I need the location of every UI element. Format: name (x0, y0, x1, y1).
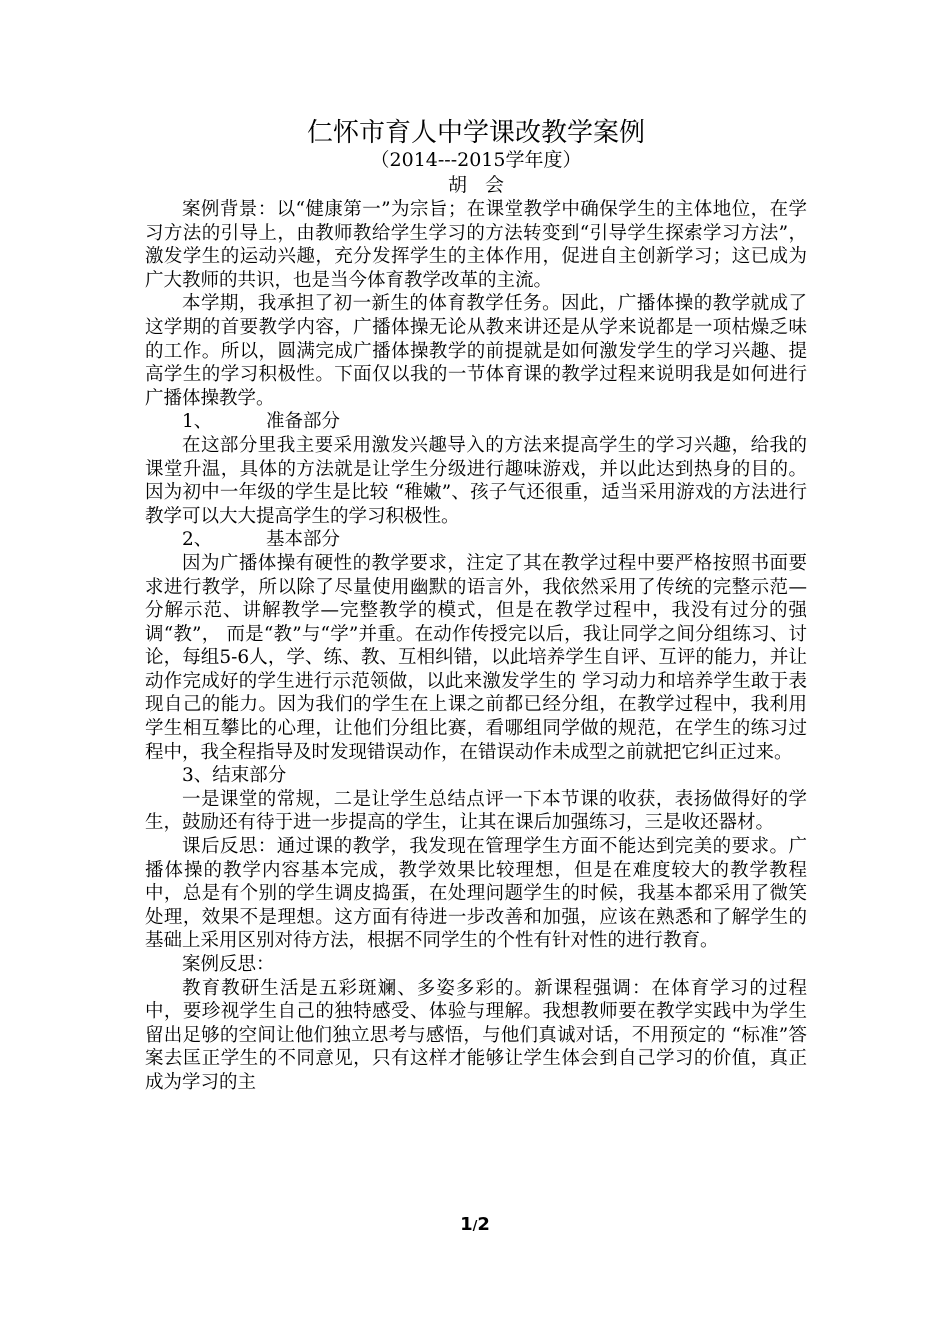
document-author: 胡会 (447, 174, 522, 196)
total-pages: 2 (477, 1214, 490, 1235)
section-heading-basic (145, 528, 807, 552)
paragraph-background: 案例背景：以“健康第一”为宗旨；在课堂教学中确保学生的主体地位，在学习方法的引导上，由教师教给学生学习的方法转变到“引导学生探索学习方法”，激发学生的运动兴趣，充分发挥学生的主体作用，促进自主创新学习；这已成为广大教师的共识，也是当今体育教学改革的主流。 (145, 199, 807, 291)
document-subtitle: （2014---2015学年度） (370, 149, 582, 171)
current-page: 1 (460, 1214, 473, 1235)
paragraph-ending: 一是课堂的常规，二是让学生总结点评一下本节课的收获，表扬做得好的学生，鼓励还有待于进一步提高的学生，让其在课后加强练习，三是收还器材。 (145, 788, 807, 834)
page-number (0, 1213, 950, 1239)
section-title: 基本部分 (266, 529, 341, 551)
paragraph-case-reflection: 教育教研生活是五彩斑斓、多姿多彩的。新课程强调：在体育学习的过程中，要珍视学生自己的独特感受、体验与理解。我想教师要在教学实践中为学生留出足够的空间让他们独立思考与感悟，与他们真诚对话，不用预定的 “标准”答案去匡正学生的不同意见，只有这样才能够让学生体会到自己学习的价值，真正成为学习的主 (145, 977, 807, 1093)
section-heading-preparation (145, 410, 807, 434)
page-separator: / (472, 1219, 478, 1234)
paragraph-preparation: 在这部分里我主要采用激发兴趣导入的方法来提高学生的学习兴趣，给我的课堂升温，具体的方法就是让学生分级进行趣味游戏，并以此达到热身的目的。因为初中一年级的学生是比较 “稚嫩”、孩子气还很重，适当采用游戏的方法进行教学可以大大提高学生的学习积极性。 (145, 434, 807, 527)
section-heading-ending: 3、结束部分 (182, 765, 287, 787)
document-title: 仁怀市育人中学课改教学案例 (306, 118, 645, 148)
paragraph-basic: 因为广播体操有硬性的教学要求，注定了其在教学过程中要严格按照书面要求进行教学，所以除了尽量使用幽默的语言外，我依然采用了传统的完整示范—分解示范、讲解教学—完整教学的模式，但是在教学过程中，我没有过分的强调“教”， 而是“教”与“学”并重。在动作传授完以后，我让同学之间分组练习、讨论，每组5-6人，学、练、教、互相纠错，以此培养学生自评、互评的能力，并让动作完成好的学生进行示范领做，以此来激发学生的 学习动力和培养学生敢于表现自己的能力。因为我们的学生在上课之前都已经分组，在教学过程中，我利用学生相互攀比的心理，让他们分组比赛，看哪组同学做的规范，在学生的练习过程中，我全程指导及时发现错误动作，在错误动作未成型之前就把它纠正过来。 (145, 552, 807, 763)
paragraph-semester: 本学期，我承担了初一新生的体育教学任务。因此，广播体操的教学就成了这学期的首要教学内容，广播体操无论从教来讲还是从学来说都是一项枯燥乏味的工作。所以，圆满完成广播体操教学的前提就是如何激发学生的学习兴趣、提高学生的学习积极性。下面仅以我的一节体育课的教学过程来说明我是如何进行广播体操教学。 (145, 293, 807, 409)
paragraph-case-reflection-label: 案例反思： (182, 954, 275, 975)
section-number: 2、 (182, 529, 213, 551)
section-title: 准备部分 (266, 411, 341, 433)
paragraph-after-class-reflection: 课后反思：通过课的教学，我发现在管理学生方面不能达到完美的要求。广播体操的教学内容基本完成，教学效果比较理想，但是在难度较大的教学教程中，总是有个别的学生调皮捣蛋，在处理问题学生的时候，我基本都采用了微笑处理，效果不是理想。这方面有待进一步改善和加强，应该在熟悉和了解学生的基础上采用区别对待方法，根据不同学生的个性有针对性的进行教育。 (145, 836, 807, 952)
section-number: 1、 (182, 411, 213, 433)
document-page (145, 118, 807, 1095)
